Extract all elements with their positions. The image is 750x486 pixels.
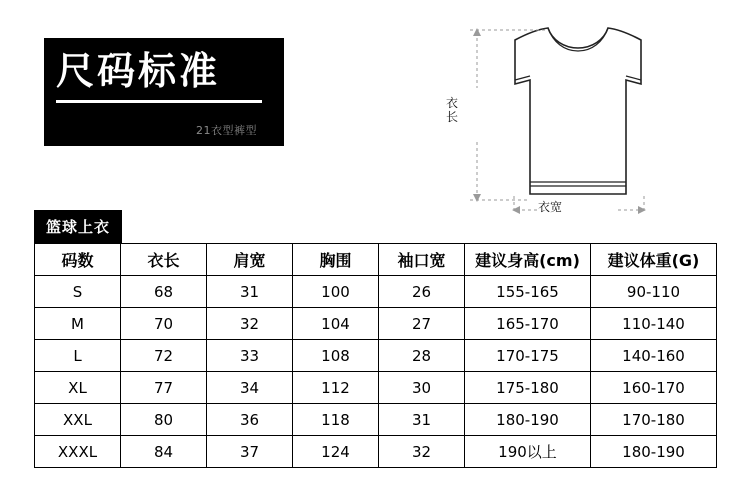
table-row bbox=[35, 404, 717, 436]
cell-weight: 180-190 bbox=[591, 436, 717, 468]
cell-size: M bbox=[35, 308, 121, 340]
table-row bbox=[35, 340, 717, 372]
section-tab-basketball-top: 篮球上衣 bbox=[34, 210, 122, 244]
cell-chest: 118 bbox=[293, 404, 379, 436]
cell-length: 84 bbox=[121, 436, 207, 468]
page-title: 尺码标准 bbox=[56, 49, 221, 93]
cell-height: 180-190 bbox=[465, 404, 591, 436]
jersey-outline-icon bbox=[515, 28, 641, 194]
cell-length: 70 bbox=[121, 308, 207, 340]
column-header-chest: 胸围 bbox=[293, 244, 379, 276]
column-header-weight: 建议体重(G) bbox=[591, 244, 717, 276]
table-header-row bbox=[35, 244, 717, 276]
length-dimension-label: 衣长 bbox=[445, 96, 458, 124]
cell-chest: 104 bbox=[293, 308, 379, 340]
cell-length: 72 bbox=[121, 340, 207, 372]
table-row bbox=[35, 436, 717, 468]
cell-length: 77 bbox=[121, 372, 207, 404]
width-dimension-line bbox=[512, 196, 646, 214]
cell-cuff: 28 bbox=[379, 340, 465, 372]
cell-height: 190以上 bbox=[465, 436, 591, 468]
cell-size: XL bbox=[35, 372, 121, 404]
cell-size: XXXL bbox=[35, 436, 121, 468]
cell-shoulder: 33 bbox=[207, 340, 293, 372]
cell-size: XXL bbox=[35, 404, 121, 436]
cell-weight: 110-140 bbox=[591, 308, 717, 340]
cell-cuff: 32 bbox=[379, 436, 465, 468]
cell-shoulder: 37 bbox=[207, 436, 293, 468]
cell-height: 175-180 bbox=[465, 372, 591, 404]
table-row bbox=[35, 308, 717, 340]
cell-length: 80 bbox=[121, 404, 207, 436]
cell-size: S bbox=[35, 276, 121, 308]
cell-size: L bbox=[35, 340, 121, 372]
cell-cuff: 27 bbox=[379, 308, 465, 340]
column-header-size: 码数 bbox=[35, 244, 121, 276]
column-header-shoulder: 肩宽 bbox=[207, 244, 293, 276]
column-header-height: 建议身高(cm) bbox=[465, 244, 591, 276]
cell-height: 170-175 bbox=[465, 340, 591, 372]
cell-shoulder: 36 bbox=[207, 404, 293, 436]
cell-chest: 112 bbox=[293, 372, 379, 404]
size-chart-table bbox=[34, 243, 717, 468]
cell-shoulder: 34 bbox=[207, 372, 293, 404]
cell-chest: 108 bbox=[293, 340, 379, 372]
cell-height: 165-170 bbox=[465, 308, 591, 340]
cell-cuff: 30 bbox=[379, 372, 465, 404]
cell-cuff: 26 bbox=[379, 276, 465, 308]
table-row bbox=[35, 276, 717, 308]
page-subtitle: 21衣型裤型 bbox=[196, 124, 257, 137]
column-header-length: 衣长 bbox=[121, 244, 207, 276]
cell-shoulder: 32 bbox=[207, 308, 293, 340]
cell-weight: 160-170 bbox=[591, 372, 717, 404]
table-row bbox=[35, 372, 717, 404]
length-dimension-line bbox=[470, 28, 548, 202]
cell-weight: 140-160 bbox=[591, 340, 717, 372]
width-dimension-label: 衣宽 bbox=[538, 200, 563, 214]
cell-shoulder: 31 bbox=[207, 276, 293, 308]
column-header-cuff: 袖口宽 bbox=[379, 244, 465, 276]
cell-height: 155-165 bbox=[465, 276, 591, 308]
cell-chest: 124 bbox=[293, 436, 379, 468]
cell-weight: 170-180 bbox=[591, 404, 717, 436]
cell-cuff: 31 bbox=[379, 404, 465, 436]
cell-chest: 100 bbox=[293, 276, 379, 308]
title-underline bbox=[56, 100, 262, 103]
cell-weight: 90-110 bbox=[591, 276, 717, 308]
garment-diagram bbox=[440, 18, 720, 218]
cell-length: 68 bbox=[121, 276, 207, 308]
